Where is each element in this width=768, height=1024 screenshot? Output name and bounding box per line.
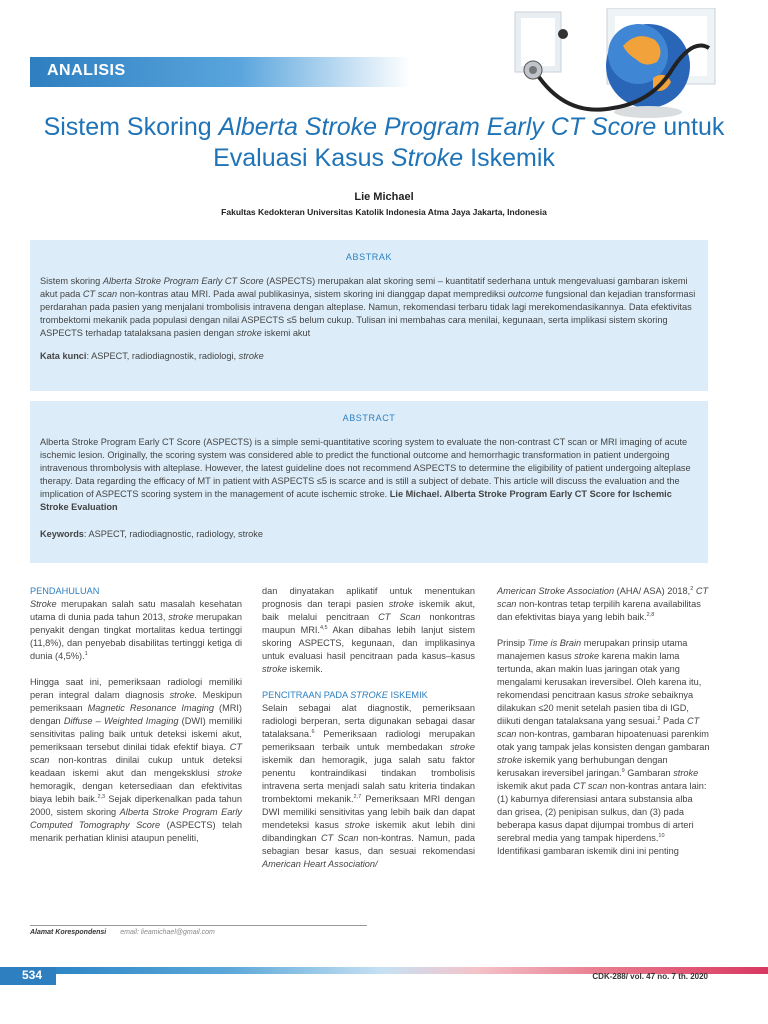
title-part: Sistem Skoring <box>43 113 219 141</box>
title-part: untuk Evaluasi Kasus <box>213 113 725 172</box>
paragraph: Stroke merupakan salah satu masalah kesehatan utama di dunia pada tahun 2013, stroke merupakan penyakit dengan tingkat mortalitas kedua tertinggi (11,8%), dan penyebab disabilitas tertinggi ketiga di dunia (4,5%).$^1$ <box>30 599 242 661</box>
title-part: Stroke <box>390 144 464 172</box>
page-number: 534 <box>22 968 43 982</box>
abstrak-heading: ABSTRAK <box>345 252 393 262</box>
column-3 <box>497 585 710 858</box>
paragraph: dan dinyatakan aplikatif untuk menentukan prognosis dan terapi pasien stroke iskemik akut, baik melalui pencitraan CT Scan nonkontras maupun MRI.$^{4,5}$ Akan dibahas lebih lanjut sistem skoring ASPECTS, kegunaan, dan implikasinya untuk evaluasi hasil pencitraan pada kasus–kasus stroke iskemik. <box>262 586 475 674</box>
column-1 <box>30 585 242 845</box>
author-name: Lie Michael <box>354 191 414 203</box>
paragraph: Hingga saat ini, pemeriksaan radiologi memiliki peran integral dalam diagnosis stroke. Meskipun pemeriksaan Magnetic Resonance Imaging (MRI) dengan Diffuse – Weighted Imaging (DWI) memiliki sensitivitas paling baik untuk deteksi iskemi akut, pemeriksaan tersebut dinilai tidak efektif biaya. CT scan non-kontras dinilai cukup untuk deteksi keadaan iskemi akut dan mengeksklusi stroke hemoragik, dengan ketersediaan dan efektivitas biaya lebih baik.$^{2,3}$ Sejak diperkenalkan pada tahun 2000, sistem skoring Alberta Stroke Program Early Computed Tomography Score (ASPECTS) telah menarik perhatian klinisi ataupun peneliti, <box>30 677 243 843</box>
abstract-keywords: Keywords: ASPECT, radiodiagnostic, radiology, stroke <box>40 529 263 539</box>
author-affiliation: Fakultas Kedokteran Universitas Katolik Indonesia Atma Jaya Jakarta, Indonesia <box>221 207 547 217</box>
column-2 <box>262 585 475 871</box>
correspondence-email: email: lieamichael@gmail.com <box>120 929 215 936</box>
title-part: Iskemik <box>463 144 555 172</box>
abstract-body: Alberta Stroke Program Early CT Score (ASPECTS) is a simple semi-quantitative scoring system to evaluate the non-contrast CT scan or MRI imaging of acute ischemic lesion. Originally, the scoring system was considered able to predict the functional outcome and hemorrhagic transformation in patient undergoing intravenous thrombolysis with alteplase. However, the latest guideline does not recommend ASPECTS to determine the eligibility of patient undergoing alteplase therapy. Data regarding the efficacy of MT in patient with ASPECTS ≤5 is scarce and is still a subject of debate. This article will discuss the evaluation and the implication of ASPECTS scoring system in the management of acute ischemic stroke. Lie Michael. Alberta Stroke Program Early CT Score for Ischemic Stroke Evaluation <box>40 437 691 512</box>
section-heading-pendahuluan: PENDAHULUAN <box>30 586 100 596</box>
abstrak-box <box>30 240 708 391</box>
title-part: Alberta Stroke Program Early CT Score <box>218 113 657 141</box>
abstrak-body: Sistem skoring Alberta Stroke Program Early CT Score (ASPECTS) merupakan alat skoring semi – kuantitatif sederhana untuk mengevaluasi gambaran iskemi akut pada CT scan non-kontras atau MRI. Pada awal publikasinya, sistem skoring ini dianggap dapat memprediksi outcome fungsional dan kejadian transformasi perdarahan pada pasien yang menjalani trombolisis intravena dengan alteplase. Namun, rekomendasi terbaru tidak lagi merekomendasikannya. Data efektivitas trombektomi mekanik pada populasi dengan nilai ASPECTS ≤5 belum cukup. Tulisan ini membahas cara menilai, kegunaan, serta implikasi sistem skoring ASPECTS terhadap tatalaksana pasien dengan stroke iskemi akut <box>40 276 696 338</box>
article-title <box>30 112 738 174</box>
paragraph: Prinsip Time is Brain merupakan prinsip utama manajemen kasus stroke karena makin lama tertunda, akan makin luas jaringan otak yang mengalami kerusakan ireversibel. Oleh karena itu, rekomendasi pencitraan kasus stroke sebaiknya dilakukan ≤20 menit setelah pasien tiba di IGD, diikuti dengan tatalaksana yang sesuai.$^2$ Pada CT scan non-kontras, gambaran hipoatenuasi parenkim otak yang tampak jelas konsisten dengan gambaran stroke iskemik yang berhubungan dengan kerusakan ireversibel jaringan.$^9$ Gambaran stroke iskemik akut pada CT scan non-kontras antara lain: (1) kaburnya diferensiasi antara substansia alba dan grisea, (2) penipisan sulkus, dan (3) pada beberapa kasus dapat dijumpai trombus di arteri serebral media yang tampak hiperdens.$^{10}$ Identifikasi gambaran iskemik dini ini penting <box>497 638 710 856</box>
section-label: ANALISIS <box>47 62 126 79</box>
paragraph: American Stroke Association (AHA/ ASA) 2018,$^2$ CT scan non-kontras tetap terpilih karena availabilitas dan efektivitas biaya yang lebih baik.$^{2,8}$ <box>497 586 709 622</box>
section-heading-pencitraan: PENCITRAAN PADA STROKE ISKEMIK <box>262 690 428 700</box>
abstract-heading: ABSTRACT <box>342 413 396 423</box>
correspondence-divider <box>30 925 367 926</box>
page-number-box <box>0 967 56 985</box>
abstract-box <box>30 401 708 563</box>
correspondence-note <box>30 929 215 936</box>
stethoscope-globe-image <box>503 8 718 125</box>
correspondence-label: Alamat Korespondensi <box>30 929 107 936</box>
paragraph: Selain sebagai alat diagnostik, pemeriksaan radiologi berperan, serta digunakan sebagai dasar tatalaksana.$^6$ Pemeriksaan radiologi merupakan pemeriksaan terbaik untuk membedakan stroke iskemik dan hemoragik, juga salah satu faktor penentu kontraindikasi tindakan trombolisis intravena serta menjadi salah satu kriteria tindakan trombektomi mekanik.$^{2,7}$ Pemeriksaan MRI dengan DWI memiliki sensitivitas yang lebih baik dan dapat mendeteksi kasus stroke iskemik akut lebih dini dibandingkan CT Scan non-kontras. Namun, pada sebagian besar kasus, dan sesuai rekomendasi American Heart Association/ <box>262 703 475 869</box>
abstrak-keywords: Kata kunci: ASPECT, radiodiagnostik, radiologi, stroke <box>40 351 264 361</box>
journal-citation: CDK-288/ vol. 47 no. 7 th. 2020 <box>592 972 708 981</box>
section-banner <box>30 57 410 87</box>
